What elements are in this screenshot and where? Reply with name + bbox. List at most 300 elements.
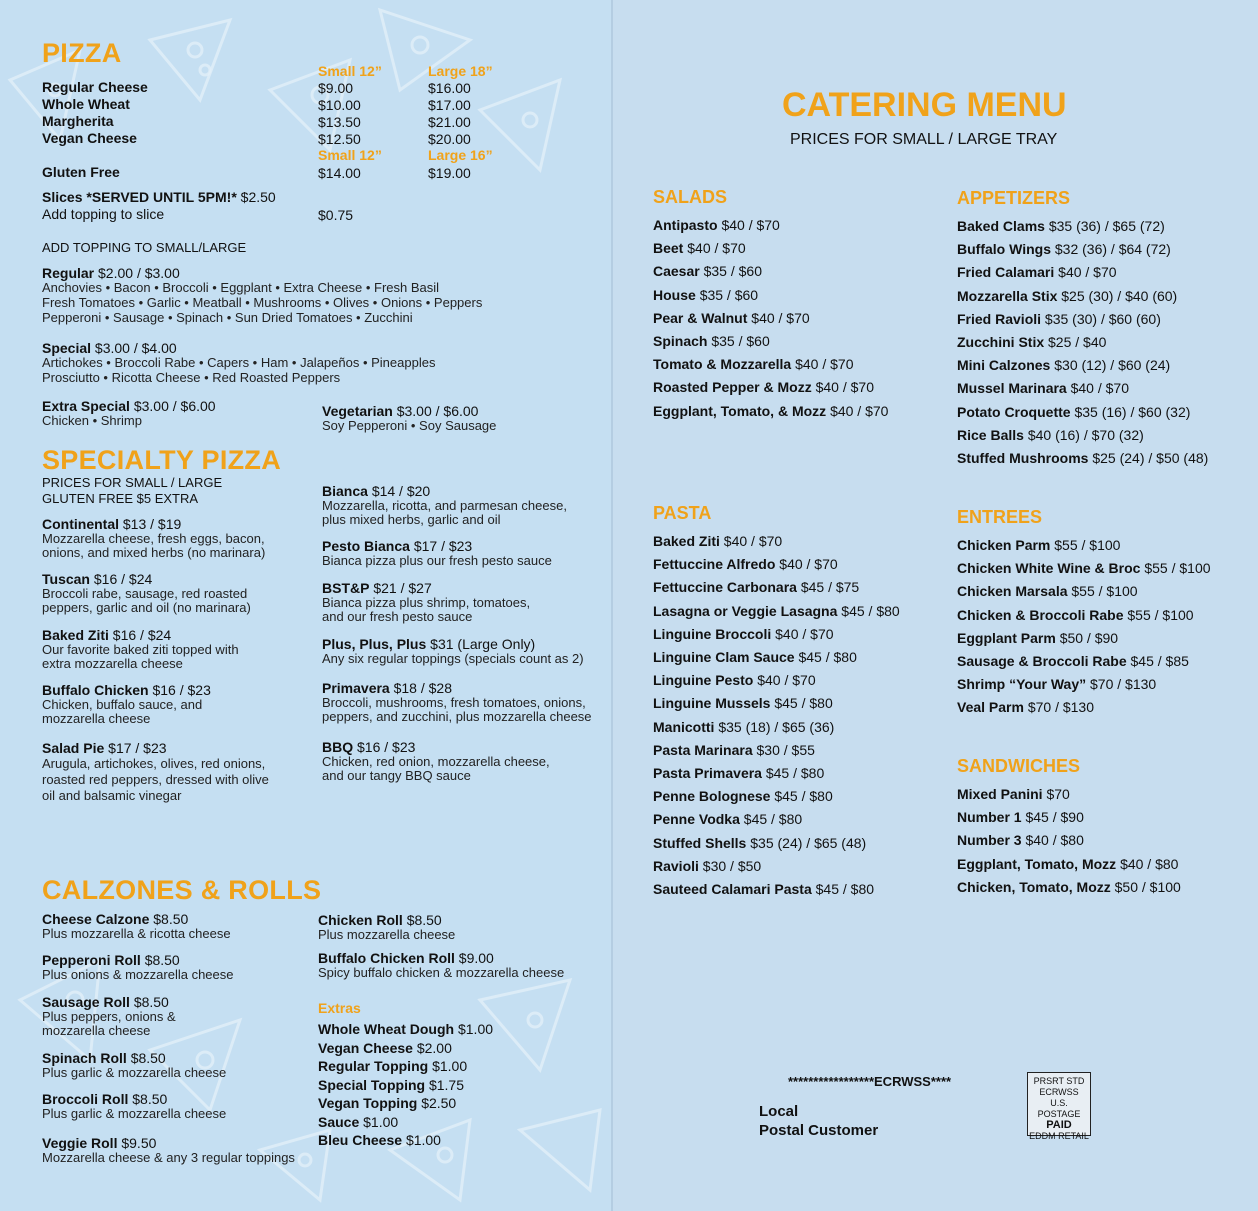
item-price: $35 / $60 bbox=[699, 286, 759, 303]
entrees-section bbox=[957, 507, 1211, 720]
menu-item bbox=[653, 808, 900, 831]
item-desc: Broccoli rabe, sausage, red roasted bbox=[42, 586, 248, 601]
menu-item bbox=[957, 331, 1208, 354]
item-price: $17 / $23 bbox=[108, 740, 167, 756]
item-price: $8.50 bbox=[153, 911, 189, 927]
item-price: $40 / $70 bbox=[757, 672, 816, 689]
item-name: Baked Ziti bbox=[653, 533, 720, 549]
menu-item bbox=[957, 285, 1208, 308]
item-name: Salad Pie bbox=[42, 740, 105, 756]
item-name: Sausage Roll bbox=[42, 994, 130, 1010]
item-name: Chicken & Broccoli Rabe bbox=[957, 606, 1124, 623]
item-name: House bbox=[653, 286, 696, 303]
item-name: Chicken Parm bbox=[957, 537, 1051, 553]
postal-line-2: Postal Customer bbox=[759, 1122, 879, 1139]
item-price: $25 (30) / $40 (60) bbox=[1061, 287, 1178, 304]
calzone-item bbox=[42, 1135, 295, 1165]
menu-item bbox=[957, 377, 1208, 400]
item-name: Number 3 bbox=[957, 832, 1022, 849]
item-price: $55 / $100 bbox=[1144, 560, 1211, 577]
item-price: $2.50 bbox=[421, 1095, 457, 1111]
entrees-list bbox=[957, 534, 1211, 720]
slices-name: Slices *SERVED UNTIL 5PM!* bbox=[42, 189, 237, 205]
salads-section bbox=[653, 187, 888, 423]
item-price: $45 / $80 bbox=[774, 695, 833, 712]
item-price: $40 / $70 bbox=[1070, 380, 1129, 397]
pizza-row-name: Gluten Free bbox=[42, 164, 120, 180]
item-price: $40 / $70 bbox=[687, 240, 746, 257]
item-price: $70 / $130 bbox=[1027, 699, 1094, 716]
item-price: $2.00 bbox=[416, 1039, 452, 1056]
item-price: $17 / $23 bbox=[413, 538, 473, 554]
topping-special bbox=[42, 340, 435, 385]
item-price: $9.00 bbox=[458, 950, 494, 966]
item-name: Bianca bbox=[322, 483, 368, 499]
menu-item bbox=[957, 580, 1211, 603]
item-name: Caesar bbox=[653, 263, 700, 280]
item-name: Manicotti bbox=[653, 718, 715, 735]
extras-list bbox=[318, 1020, 493, 1150]
item-price: $35 (24) / $65 (48) bbox=[750, 834, 867, 851]
topping-header: ADD TOPPING TO SMALL/LARGE bbox=[42, 240, 247, 255]
menu-item bbox=[653, 260, 888, 283]
item-name: Spinach bbox=[653, 333, 708, 350]
item-price: $55 / $100 bbox=[1071, 583, 1138, 600]
appetizers-section bbox=[957, 188, 1208, 470]
item-name: Buffalo Chicken bbox=[42, 682, 149, 698]
menu-item bbox=[957, 447, 1208, 470]
item-price: $35 (16) / $60 (32) bbox=[1074, 403, 1191, 420]
menu-item bbox=[957, 238, 1208, 261]
specialty-sub2: GLUTEN FREE $5 EXTRA bbox=[42, 491, 199, 506]
item-price: $45 / $80 bbox=[774, 788, 833, 805]
menu-item bbox=[653, 400, 888, 423]
item-desc: Plus garlic & mozzarella cheese bbox=[42, 1065, 227, 1080]
item-price: $16 / $23 bbox=[357, 739, 416, 755]
postal-line-1: Local bbox=[759, 1103, 799, 1120]
item-price: $35 / $60 bbox=[703, 263, 762, 280]
menu-item bbox=[653, 669, 900, 692]
item-desc: oil and balsamic vinegar bbox=[42, 788, 182, 803]
item-name: Tuscan bbox=[42, 571, 90, 587]
item-price: $16 / $23 bbox=[152, 682, 211, 698]
menu-item bbox=[653, 646, 900, 669]
item-name: Regular bbox=[42, 265, 95, 281]
menu-item bbox=[653, 623, 900, 646]
calzones-title: CALZONES & ROLLS bbox=[42, 875, 322, 905]
item-name: BST&P bbox=[322, 580, 370, 596]
topping-regular bbox=[42, 265, 482, 325]
menu-item bbox=[957, 853, 1181, 876]
menu-item bbox=[653, 376, 888, 399]
specialty-item bbox=[322, 680, 592, 724]
item-name: Ravioli bbox=[653, 857, 699, 874]
item-price: $2.00 / $3.00 bbox=[98, 265, 180, 281]
stamp-line: PAID bbox=[1046, 1119, 1072, 1131]
item-price: $3.00 / $4.00 bbox=[94, 340, 177, 356]
item-name: Mini Calzones bbox=[957, 357, 1051, 374]
item-price: $21 / $27 bbox=[373, 580, 432, 596]
item-price: $70 / $130 bbox=[1090, 676, 1157, 693]
specialty-item bbox=[322, 739, 550, 783]
item-name: BBQ bbox=[322, 739, 354, 755]
item-price: $45 / $80 bbox=[743, 811, 803, 828]
menu-item bbox=[653, 832, 900, 855]
item-price: $25 / $40 bbox=[1048, 334, 1107, 351]
item-desc: plus mixed herbs, garlic and oil bbox=[322, 512, 501, 527]
item-price: $45 / $80 bbox=[798, 649, 857, 666]
item-name: Potato Croquette bbox=[957, 403, 1071, 420]
calzone-item bbox=[42, 1091, 226, 1121]
item-price: $40 / $80 bbox=[1120, 855, 1179, 872]
item-name: Special bbox=[42, 340, 92, 356]
menu-item bbox=[957, 557, 1211, 580]
pasta-list bbox=[653, 530, 900, 901]
item-name: Penne Vodka bbox=[653, 811, 740, 828]
pizza-row-name: Margherita bbox=[42, 113, 114, 129]
item-price: $14 / $20 bbox=[371, 483, 431, 499]
menu-item bbox=[957, 308, 1208, 331]
calzone-item bbox=[42, 994, 176, 1038]
stamp-line: EDDM RETAIL bbox=[1029, 1131, 1089, 1141]
item-name: Baked Clams bbox=[957, 218, 1045, 234]
item-desc: Chicken • Shrimp bbox=[42, 413, 142, 428]
item-desc: Prosciutto • Ricotta Cheese • Red Roasted Peppers bbox=[42, 370, 341, 385]
item-price: $1.00 bbox=[363, 1113, 399, 1130]
stamp-line: PRSRT STD bbox=[1033, 1076, 1085, 1086]
item-desc: Fresh Tomatoes • Garlic • Meatball • Mushrooms • Olives • Onions • Peppers bbox=[42, 295, 483, 310]
item-price: $3.00 / $6.00 bbox=[133, 398, 216, 414]
catering-title: CATERING MENU bbox=[782, 86, 1067, 124]
item-desc: Plus peppers, onions & bbox=[42, 1009, 176, 1024]
item-desc: Mozzarella cheese, fresh eggs, bacon, bbox=[42, 531, 265, 546]
specialty-title: SPECIALTY PIZZA bbox=[42, 445, 282, 475]
item-price: $40 / $70 bbox=[779, 556, 838, 573]
pizza-row-large: $16.00 bbox=[428, 80, 471, 96]
item-price: $70 bbox=[1046, 786, 1070, 802]
extras-title: Extras bbox=[318, 1000, 361, 1016]
item-desc: Anchovies • Bacon • Broccoli • Eggplant • Extra Cheese • Fresh Basil bbox=[42, 280, 440, 295]
item-desc: Any six regular toppings (specials count as 2) bbox=[322, 651, 584, 666]
pizza-row-large: $19.00 bbox=[428, 165, 471, 181]
menu-item bbox=[957, 261, 1208, 284]
menu-item bbox=[957, 829, 1181, 852]
item-price: $1.00 bbox=[405, 1132, 441, 1148]
item-name: Bleu Cheese bbox=[318, 1132, 403, 1148]
menu-item bbox=[957, 424, 1208, 447]
item-price: $1.75 bbox=[428, 1076, 465, 1093]
section-title: APPETIZERS bbox=[957, 188, 1071, 208]
calzone-item bbox=[42, 911, 231, 941]
item-name: Stuffed Shells bbox=[653, 834, 747, 851]
item-desc: Pepperoni • Sausage • Spinach • Sun Dried Tomatoes • Zucchini bbox=[42, 310, 413, 325]
item-desc: Artichokes • Broccoli Rabe • Capers • Ham • Jalapeños • Pineapples bbox=[42, 355, 436, 370]
specialty-sub1: PRICES FOR SMALL / LARGE bbox=[42, 475, 223, 490]
item-name: Shrimp “Your Way” bbox=[957, 676, 1087, 693]
salads-list bbox=[653, 214, 888, 423]
menu-item bbox=[957, 215, 1208, 238]
specialty-item bbox=[42, 627, 239, 671]
item-price: $8.50 bbox=[406, 912, 442, 928]
item-name: Mozzarella Stix bbox=[957, 287, 1058, 304]
item-name: Chicken Roll bbox=[318, 912, 403, 928]
menu-item bbox=[957, 783, 1181, 806]
item-desc: Chicken, buffalo sauce, and bbox=[42, 697, 203, 712]
section-title: PASTA bbox=[653, 503, 712, 523]
specialty-item bbox=[322, 580, 530, 624]
slice-topping-price: $0.75 bbox=[318, 207, 354, 223]
item-name: Eggplant Parm bbox=[957, 629, 1056, 646]
item-name: Stuffed Mushrooms bbox=[957, 450, 1089, 467]
item-price: $8.50 bbox=[130, 1050, 166, 1066]
item-price: $30 / $50 bbox=[702, 857, 762, 874]
item-name: Sauce bbox=[318, 1113, 360, 1130]
item-desc: mozzarella cheese bbox=[42, 1023, 151, 1038]
item-name: Mixed Panini bbox=[957, 786, 1043, 802]
item-name: Sausage & Broccoli Rabe bbox=[957, 653, 1127, 670]
menu-item bbox=[957, 696, 1211, 719]
slices-price: $2.50 bbox=[240, 189, 276, 205]
menu-item bbox=[653, 237, 888, 260]
item-price: $40 / $70 bbox=[775, 625, 834, 642]
specialty-item bbox=[42, 740, 269, 804]
item-price: $40 / $70 bbox=[830, 402, 889, 419]
menu-item bbox=[653, 762, 900, 785]
menu-item bbox=[653, 576, 900, 599]
item-name: Extra Special bbox=[42, 398, 130, 414]
menu-item bbox=[653, 878, 900, 901]
item-price: $8.50 bbox=[144, 952, 180, 968]
item-price: $8.50 bbox=[132, 1091, 168, 1107]
item-desc: and our tangy BBQ sauce bbox=[322, 768, 471, 783]
item-name: Special Topping bbox=[318, 1076, 426, 1093]
calzone-item bbox=[318, 912, 455, 942]
specialty-item bbox=[42, 571, 251, 615]
item-price: $9.50 bbox=[121, 1135, 157, 1151]
item-desc: Plus mozzarella & ricotta cheese bbox=[42, 926, 231, 941]
item-desc: Broccoli, mushrooms, fresh tomatoes, onions, bbox=[322, 695, 586, 710]
postage-stamp bbox=[1027, 1072, 1091, 1141]
item-name: Primavera bbox=[322, 680, 390, 696]
item-name: Whole Wheat Dough bbox=[318, 1021, 455, 1037]
item-name: Spinach Roll bbox=[42, 1050, 127, 1066]
item-name: Vegetarian bbox=[322, 403, 393, 419]
menu-item bbox=[957, 627, 1211, 650]
item-price: $45 / $80 bbox=[841, 602, 900, 619]
item-price: $40 / $70 bbox=[1058, 264, 1117, 281]
pizza-row-name: Vegan Cheese bbox=[42, 130, 137, 146]
item-name: Cheese Calzone bbox=[42, 911, 150, 927]
item-price: $45 / $90 bbox=[1025, 809, 1084, 826]
item-name: Chicken Marsala bbox=[957, 583, 1068, 600]
item-price: $18 / $28 bbox=[393, 680, 452, 696]
item-price: $40 / $70 bbox=[721, 217, 780, 233]
specialty-item bbox=[322, 636, 584, 666]
item-name: Veggie Roll bbox=[42, 1135, 118, 1151]
item-price: $40 (16) / $70 (32) bbox=[1027, 426, 1144, 443]
item-name: Mussel Marinara bbox=[957, 380, 1067, 397]
item-desc: Mozzarella, ricotta, and parmesan cheese, bbox=[322, 498, 567, 513]
item-desc: peppers, and zucchini, plus mozzarella cheese bbox=[322, 709, 592, 724]
item-name: Chicken, Tomato, Mozz bbox=[957, 878, 1111, 895]
section-title: SALADS bbox=[653, 187, 728, 207]
item-price: $45 / $80 bbox=[765, 765, 825, 782]
menu-item bbox=[653, 530, 900, 553]
item-desc: Bianca pizza plus shrimp, tomatoes, bbox=[322, 595, 531, 610]
size-header-large: Large 16” bbox=[428, 147, 493, 163]
topping-vegetarian bbox=[322, 403, 496, 433]
catering-subtitle: PRICES FOR SMALL / LARGE TRAY bbox=[790, 131, 1058, 148]
item-desc: Mozzarella cheese & any 3 regular toppings bbox=[42, 1150, 295, 1165]
pizza-title: PIZZA bbox=[42, 38, 122, 68]
item-name: Lasagna or Veggie Lasagna bbox=[653, 602, 838, 619]
size-header-small: Small 12” bbox=[318, 63, 382, 79]
item-desc: extra mozzarella cheese bbox=[42, 656, 183, 671]
item-name: Linguine Pesto bbox=[653, 672, 754, 689]
sandwiches-list bbox=[957, 783, 1181, 899]
item-name: Pesto Bianca bbox=[322, 538, 410, 554]
item-desc: Plus onions & mozzarella cheese bbox=[42, 967, 234, 982]
item-name: Buffalo Wings bbox=[957, 241, 1051, 258]
menu-item bbox=[653, 600, 900, 623]
menu-item bbox=[957, 604, 1211, 627]
item-price: $31 (Large Only) bbox=[430, 636, 536, 652]
item-price: $16 / $24 bbox=[112, 627, 172, 643]
stamp-line: ECRWSS bbox=[1039, 1087, 1079, 1097]
item-desc: onions, and mixed herbs (no marinara) bbox=[42, 545, 266, 560]
item-price: $3.00 / $6.00 bbox=[396, 403, 479, 419]
item-price: $55 / $100 bbox=[1127, 606, 1194, 623]
item-desc: Our favorite baked ziti topped with bbox=[42, 642, 239, 657]
topping-extra-special bbox=[42, 398, 216, 428]
pizza-row-name: Whole Wheat bbox=[42, 96, 130, 112]
item-name: Rice Balls bbox=[957, 426, 1024, 443]
pizza-row-large: $20.00 bbox=[428, 131, 471, 147]
specialty-item bbox=[322, 483, 567, 527]
item-name: Veal Parm bbox=[957, 699, 1024, 716]
menu-item bbox=[653, 353, 888, 376]
item-name: Fettuccine Alfredo bbox=[653, 556, 776, 573]
item-name: Linguine Mussels bbox=[653, 695, 771, 712]
item-name: Baked Ziti bbox=[42, 627, 109, 643]
section-title: SANDWICHES bbox=[957, 756, 1081, 776]
item-name: Beet bbox=[653, 240, 684, 257]
stamp-line: U.S. POSTAGE bbox=[1037, 1098, 1081, 1119]
item-price: $35 / $60 bbox=[711, 333, 770, 350]
item-desc: Plus mozzarella cheese bbox=[318, 927, 456, 942]
calzone-item bbox=[42, 952, 234, 982]
item-name: Number 1 bbox=[957, 809, 1022, 826]
item-name: Penne Bolognese bbox=[653, 788, 771, 805]
item-name: Broccoli Roll bbox=[42, 1091, 129, 1107]
item-name: Tomato & Mozzarella bbox=[653, 356, 792, 373]
item-name: Vegan Topping bbox=[318, 1095, 418, 1111]
item-price: $1.00 bbox=[432, 1058, 468, 1074]
item-price: $35 (36) / $65 (72) bbox=[1048, 218, 1165, 234]
menu-item bbox=[653, 553, 900, 576]
item-price: $45 / $75 bbox=[800, 579, 860, 596]
pizza-row-small: $10.00 bbox=[318, 97, 361, 113]
menu-item bbox=[957, 401, 1208, 424]
item-name: Plus, Plus, Plus bbox=[322, 636, 427, 652]
item-name: Pepperoni Roll bbox=[42, 952, 141, 968]
item-name: Fettuccine Carbonara bbox=[653, 579, 797, 596]
item-desc: Soy Pepperoni • Soy Sausage bbox=[322, 418, 497, 433]
size-header-small: Small 12” bbox=[318, 147, 382, 163]
item-desc: mozzarella cheese bbox=[42, 711, 151, 726]
item-desc: Chicken, red onion, mozzarella cheese, bbox=[322, 754, 550, 769]
item-name: Eggplant, Tomato, Mozz bbox=[957, 855, 1117, 872]
item-price: $50 / $90 bbox=[1059, 629, 1119, 646]
slices-line bbox=[42, 189, 276, 206]
item-desc: peppers, garlic and oil (no marinara) bbox=[42, 600, 251, 615]
item-desc: Arugula, artichokes, olives, red onions, bbox=[42, 756, 266, 771]
menu-item bbox=[653, 716, 900, 739]
item-name: Continental bbox=[42, 516, 119, 532]
menu-item bbox=[957, 806, 1181, 829]
menu-item bbox=[957, 876, 1181, 899]
pasta-section bbox=[653, 503, 900, 901]
pizza-row-small: $12.50 bbox=[318, 131, 361, 147]
menu-item bbox=[653, 214, 888, 237]
item-price: $30 (12) / $60 (24) bbox=[1054, 357, 1171, 374]
item-name: Linguine Clam Sauce bbox=[653, 649, 795, 666]
item-price: $30 / $55 bbox=[756, 741, 815, 758]
menu-item bbox=[653, 284, 888, 307]
menu-item bbox=[653, 855, 900, 878]
item-desc: Bianca pizza plus our fresh pesto sauce bbox=[322, 553, 552, 568]
item-price: $35 (30) / $60 (60) bbox=[1044, 310, 1161, 327]
item-name: Pasta Primavera bbox=[653, 765, 762, 782]
menu-item bbox=[653, 785, 900, 808]
sandwiches-section bbox=[957, 756, 1181, 899]
ecrwss-line: *****************ECRWSS**** bbox=[788, 1074, 952, 1089]
menu-item bbox=[957, 534, 1211, 557]
item-desc: Spicy buffalo chicken & mozzarella cheese bbox=[318, 965, 565, 980]
item-name: Roasted Pepper & Mozz bbox=[653, 379, 812, 396]
menu-item bbox=[653, 307, 888, 330]
specialty-item bbox=[322, 538, 552, 568]
item-price: $35 (18) / $65 (36) bbox=[718, 718, 835, 735]
item-price: $55 / $100 bbox=[1054, 537, 1121, 553]
specialty-item bbox=[42, 682, 211, 726]
calzone-item bbox=[318, 950, 564, 980]
item-name: Fried Calamari bbox=[957, 264, 1055, 281]
item-price: $40 / $70 bbox=[815, 379, 874, 396]
size-header-large: Large 18” bbox=[428, 63, 493, 79]
pizza-row-name: Regular Cheese bbox=[42, 79, 148, 95]
item-name: Zucchini Stix bbox=[957, 334, 1045, 351]
item-price: $1.00 bbox=[457, 1021, 494, 1037]
item-desc: roasted red peppers, dressed with olive bbox=[42, 772, 269, 787]
pizza-row-small: $9.00 bbox=[318, 80, 354, 96]
pizza-row-small: $13.50 bbox=[318, 114, 361, 130]
item-price: $40 / $80 bbox=[1025, 832, 1084, 849]
item-desc: and our fresh pesto sauce bbox=[322, 609, 473, 624]
item-name: Eggplant, Tomato, & Mozz bbox=[653, 402, 827, 419]
menu-item bbox=[957, 354, 1208, 377]
appetizers-list bbox=[957, 215, 1208, 470]
menu-item bbox=[653, 692, 900, 715]
item-price: $45 / $85 bbox=[1130, 653, 1189, 670]
item-price: $16 / $24 bbox=[93, 571, 153, 587]
item-name: Buffalo Chicken Roll bbox=[318, 950, 455, 966]
item-name: Antipasto bbox=[653, 217, 718, 233]
item-price: $32 (36) / $64 (72) bbox=[1054, 241, 1171, 258]
item-name: Pasta Marinara bbox=[653, 741, 753, 758]
item-price: $40 / $70 bbox=[751, 309, 810, 326]
menu-item bbox=[957, 650, 1211, 673]
